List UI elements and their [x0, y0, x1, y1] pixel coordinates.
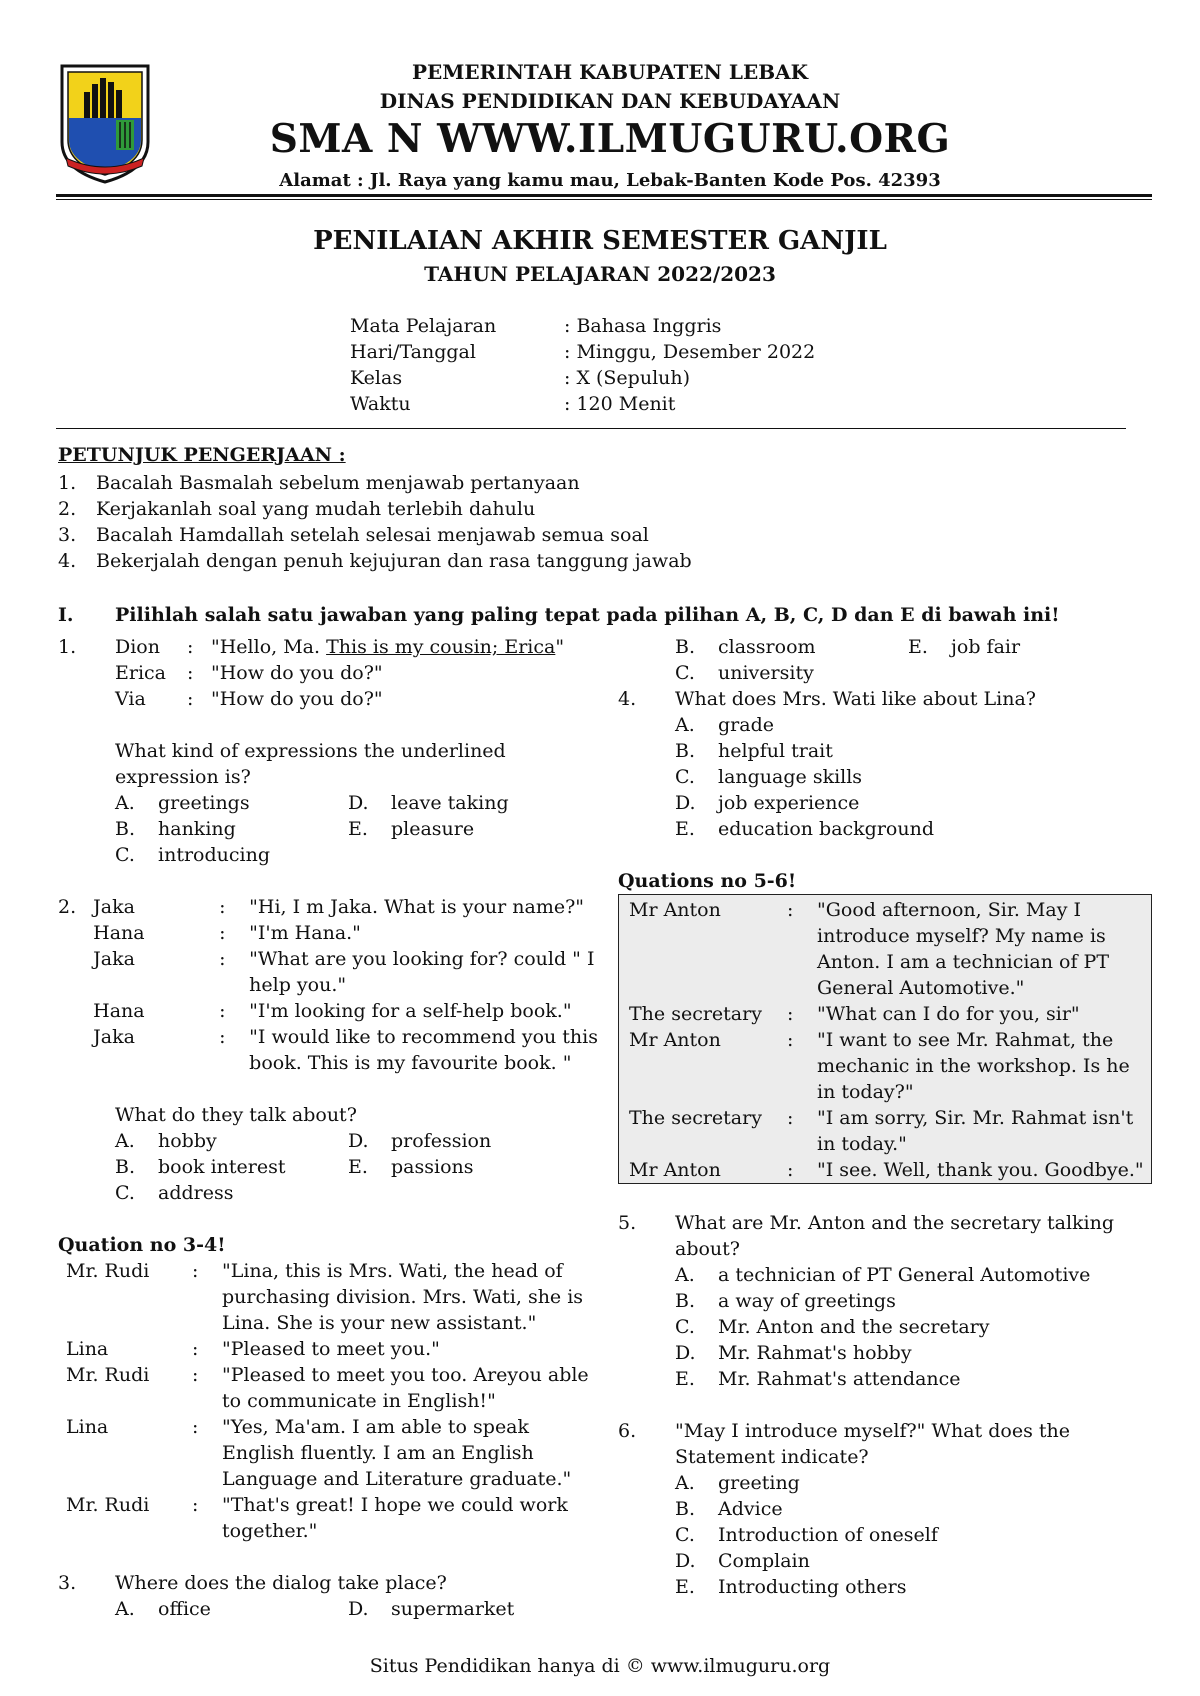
question-number: 4. — [618, 688, 637, 710]
option-text[interactable]: profession — [391, 1130, 492, 1152]
option-text[interactable]: a technician of PT General Automotive — [718, 1264, 1091, 1286]
question-text: What does Mrs. Wati like about Lina? — [675, 688, 1036, 710]
dialog-text: Language and Literature graduate." — [222, 1468, 572, 1490]
option-text[interactable]: Complain — [718, 1550, 810, 1572]
option-letter[interactable]: C. — [115, 1182, 135, 1204]
question-number: 6. — [618, 1420, 637, 1442]
item-number: 4. — [58, 550, 77, 572]
option-letter[interactable]: A. — [115, 1130, 135, 1152]
option-letter[interactable]: B. — [115, 1156, 136, 1178]
option-letter[interactable]: E. — [675, 818, 695, 840]
option-text[interactable]: university — [718, 662, 814, 684]
option-letter[interactable]: E. — [675, 1576, 695, 1598]
dialog-text: to communicate in English!" — [222, 1390, 496, 1412]
dialog-heading: Quations no 5-6! — [618, 870, 797, 892]
option-text[interactable]: classroom — [718, 636, 816, 658]
option-text[interactable]: Introducting others — [718, 1576, 907, 1598]
exam-title: PENILAIAN AKHIR SEMESTER GANJIL — [313, 226, 887, 256]
option-letter[interactable]: B. — [675, 1498, 696, 1520]
option-text[interactable]: Advice — [718, 1498, 783, 1520]
speaker: Mr Anton — [629, 1029, 721, 1051]
speaker: The secretary — [629, 1107, 762, 1129]
question-number: 2. — [58, 896, 77, 918]
option-letter[interactable]: D. — [675, 792, 696, 814]
colon: : — [787, 1159, 794, 1181]
dialog-text: "Pleased to meet you." — [222, 1338, 440, 1360]
info-divider — [56, 428, 1126, 429]
option-text[interactable]: office — [158, 1598, 211, 1620]
question-number: 3. — [58, 1572, 77, 1594]
option-letter[interactable]: E. — [675, 1368, 695, 1390]
dialog-text: "That's great! I hope we could work — [222, 1494, 568, 1516]
colon: : — [192, 1364, 199, 1386]
speaker: Jaka — [93, 896, 135, 918]
dialog-text — [211, 634, 598, 660]
dialog-text: "Lina, this is Mrs. Wati, the head of — [222, 1260, 563, 1282]
section-number: I. — [58, 604, 74, 626]
info-label: Hari/Tanggal — [350, 341, 476, 363]
left-column — [58, 634, 598, 1622]
instruction-text: Kerjakanlah soal yang mudah terlebih dahulu — [96, 498, 536, 520]
question-6 — [618, 1418, 1158, 1600]
speaker: Via — [115, 688, 146, 710]
speaker: The secretary — [629, 1003, 762, 1025]
header-divider — [56, 194, 1152, 197]
speaker: Hana — [93, 1000, 145, 1022]
colon: : — [192, 1416, 199, 1438]
option-text[interactable]: helpful trait — [718, 740, 833, 762]
answer-options — [58, 790, 598, 868]
dialog-text: "How do you do?" — [211, 662, 383, 684]
option-text[interactable]: leave taking — [391, 792, 509, 814]
option-letter[interactable]: D. — [348, 792, 369, 814]
option-text[interactable]: job experience — [718, 792, 860, 814]
colon: : — [192, 1494, 199, 1516]
dialog-text: "Hi, I m Jaka. What is your name?" — [249, 896, 585, 918]
option-text[interactable]: a way of greetings — [718, 1290, 896, 1312]
question-text: Statement indicate? — [675, 1446, 869, 1468]
info-value: : X (Sepuluh) — [564, 367, 691, 389]
option-text[interactable]: language skills — [718, 766, 863, 788]
colon: : — [219, 948, 226, 970]
info-label: Kelas — [350, 367, 403, 389]
dialog-text: together." — [222, 1520, 318, 1542]
option-letter[interactable]: C. — [675, 766, 695, 788]
dialog-text: "I'm looking for a self-help book." — [249, 1000, 572, 1022]
option-text[interactable]: education background — [718, 818, 935, 840]
option-letter[interactable]: D. — [675, 1550, 696, 1572]
option-text[interactable]: grade — [718, 714, 774, 736]
info-label: Waktu — [350, 393, 411, 415]
colon: : — [219, 1000, 226, 1022]
option-text[interactable]: passions — [391, 1156, 474, 1178]
underlined-expression: This is my cousin; Erica — [326, 636, 556, 658]
dialog-text: "Pleased to meet you too. Areyou able — [222, 1364, 589, 1386]
option-letter[interactable]: A. — [115, 792, 135, 814]
dialog-text: help you." — [249, 974, 347, 996]
question-1 — [58, 634, 598, 868]
dialog-text: purchasing division. Mrs. Wati, she is — [222, 1286, 584, 1308]
question-text: Where does the dialog take place? — [115, 1572, 447, 1594]
option-text[interactable]: greeting — [718, 1472, 800, 1494]
dialog-text: "How do you do?" — [211, 688, 383, 710]
speaker: Mr. Rudi — [66, 1364, 150, 1386]
option-letter[interactable]: B. — [675, 740, 696, 762]
dialog-box — [618, 894, 1152, 1184]
colon: : — [192, 1260, 199, 1282]
colon: : — [787, 1029, 794, 1051]
instructions-title: PETUNJUK PENGERJAAN : — [58, 444, 346, 466]
speaker: Hana — [93, 922, 145, 944]
question-4 — [618, 686, 1158, 842]
dialog-text: "I am sorry, Sir. Mr. Rahmat isn't — [817, 1107, 1134, 1129]
colon: : — [219, 1026, 226, 1048]
option-text[interactable]: hanking — [158, 818, 236, 840]
option-letter[interactable]: E. — [348, 818, 368, 840]
dialog-text: "Good afternoon, Sir. May I — [817, 899, 1081, 921]
colon: : — [187, 662, 194, 684]
option-text[interactable]: book interest — [158, 1156, 286, 1178]
info-value: : 120 Menit — [564, 393, 676, 415]
answer-options — [58, 1128, 598, 1206]
option-letter[interactable]: A. — [675, 1264, 695, 1286]
speaker: Mr. Rudi — [66, 1494, 150, 1516]
item-number: 1. — [58, 472, 77, 494]
exam-info — [350, 313, 815, 417]
info-value: : Bahasa Inggris — [564, 315, 722, 337]
option-text[interactable]: Mr. Anton and the secretary — [718, 1316, 990, 1338]
colon: : — [219, 896, 226, 918]
option-text[interactable]: Mr. Rahmat's attendance — [718, 1368, 961, 1390]
question-text: What are Mr. Anton and the secretary talking — [675, 1212, 1115, 1234]
header-government: PEMERINTAH KABUPATEN LEBAK — [411, 60, 808, 84]
option-text[interactable]: pleasure — [391, 818, 475, 840]
colon: : — [787, 1107, 794, 1129]
option-letter[interactable]: B. — [675, 1290, 696, 1312]
question-number: 1. — [58, 636, 77, 658]
option-text[interactable]: introducing — [158, 844, 270, 866]
speaker: Jaka — [93, 1026, 135, 1048]
instruction-text: Bacalah Hamdallah setelah selesai menjawab semua soal — [96, 524, 649, 546]
option-text[interactable]: greetings — [158, 792, 250, 814]
school-crest-icon — [56, 58, 154, 186]
colon: : — [787, 1003, 794, 1025]
section-text: Pilihlah salah satu jawaban yang paling tepat pada pilihan A, B, C, D dan E di bawah ini! — [115, 604, 1060, 626]
question-3 — [58, 1570, 598, 1622]
dialog-text: in today?" — [817, 1081, 914, 1103]
page-footer: Situs Pendidikan hanya di © www.ilmuguru.org — [369, 1655, 831, 1677]
option-letter[interactable]: D. — [348, 1598, 369, 1620]
option-letter[interactable]: D. — [675, 1342, 696, 1364]
header-school-name: SMA N WWW.ILMUGURU.ORG — [269, 116, 951, 162]
option-text[interactable]: job fair — [951, 636, 1021, 658]
answer-options — [58, 1596, 598, 1622]
dialog-text: book. This is my favourite book. " — [249, 1052, 572, 1074]
header-department: DINAS PENDIDIKAN DAN KEBUDAYAAN — [379, 89, 841, 113]
question-2 — [58, 894, 598, 1206]
option-letter[interactable]: B. — [675, 636, 696, 658]
colon: : — [192, 1338, 199, 1360]
speaker: Mr Anton — [629, 1159, 721, 1181]
dialog-3-4 — [58, 1232, 598, 1544]
item-number: 2. — [58, 498, 77, 520]
instruction-text: Bekerjalah dengan penuh kejujuran dan rasa tanggung jawab — [96, 550, 692, 572]
speaker: Mr. Rudi — [66, 1260, 150, 1282]
instructions-list — [58, 470, 692, 574]
colon: : — [187, 636, 194, 658]
right-column — [618, 634, 1158, 1600]
header-address: Alamat : Jl. Raya yang kamu mau, Lebak-Banten Kode Pos. 42393 — [279, 170, 941, 191]
question-text: "May I introduce myself?" What does the — [675, 1420, 1070, 1442]
question-number: 5. — [618, 1212, 637, 1234]
dialog-text: mechanic in the workshop. Is he — [817, 1055, 1130, 1077]
speaker: Jaka — [93, 948, 135, 970]
question-text: expression is? — [115, 766, 251, 788]
dialog-text: in today." — [817, 1133, 907, 1155]
speaker: Dion — [115, 636, 160, 658]
option-text[interactable]: supermarket — [391, 1598, 515, 1620]
dialog-text: "I would like to recommend you this — [249, 1026, 598, 1048]
dialog-5-6 — [618, 868, 1158, 1184]
info-label: Mata Pelajaran — [350, 315, 497, 337]
speaker: Mr Anton — [629, 899, 721, 921]
option-text[interactable]: Introduction of oneself — [718, 1524, 938, 1546]
exam-year: TAHUN PELAJARAN 2022/2023 — [424, 262, 776, 286]
item-number: 3. — [58, 524, 77, 546]
option-letter[interactable]: B. — [115, 818, 136, 840]
speaker: Lina — [66, 1416, 109, 1438]
option-letter[interactable]: A. — [115, 1598, 135, 1620]
option-letter[interactable]: C. — [675, 662, 695, 684]
colon: : — [787, 899, 794, 921]
dialog-text: "What can I do for you, sir" — [817, 1003, 1080, 1025]
question-text: What kind of expressions the underlined — [115, 740, 506, 762]
option-text[interactable]: hobby — [158, 1130, 217, 1152]
dialog-text: Lina. She is your new assistant." — [222, 1312, 537, 1334]
option-letter[interactable]: E. — [908, 636, 928, 658]
option-letter[interactable]: D. — [348, 1130, 369, 1152]
question-text: about? — [675, 1238, 740, 1260]
dialog-text: "What are you looking for? could " I — [249, 948, 595, 970]
dialog-text: "I want to see Mr. Rahmat, the — [817, 1029, 1114, 1051]
dialog-text: General Automotive." — [817, 977, 1025, 999]
answer-options — [618, 712, 1158, 842]
header-divider-thin — [56, 199, 1152, 200]
option-letter[interactable]: C. — [675, 1316, 695, 1338]
answer-options — [618, 634, 1158, 686]
dialog-text: "Yes, Ma'am. I am able to speak — [222, 1416, 530, 1438]
dialog-text: "I see. Well, thank you. Goodbye." — [817, 1159, 1144, 1181]
dialog-text: English fluently. I am an English — [222, 1442, 534, 1464]
info-value: : Minggu, Desember 2022 — [564, 341, 816, 363]
question-text: What do they talk about? — [115, 1104, 357, 1126]
dialog-text: introduce myself? My name is — [817, 925, 1106, 947]
option-letter[interactable]: E. — [348, 1156, 368, 1178]
question-5 — [618, 1210, 1158, 1392]
dialog-text: Anton. I am a technician of PT — [817, 951, 1110, 973]
option-letter[interactable]: A. — [675, 1472, 695, 1494]
answer-options — [618, 1470, 1158, 1600]
text-part: "Hello, Ma. — [211, 636, 327, 658]
colon: : — [219, 922, 226, 944]
option-letter[interactable]: A. — [675, 714, 695, 736]
dialog-heading: Quation no 3-4! — [58, 1234, 226, 1256]
dialog-text: "I'm Hana." — [249, 922, 361, 944]
speaker: Erica — [115, 662, 166, 684]
answer-options — [618, 1262, 1158, 1392]
option-letter[interactable]: C. — [115, 844, 135, 866]
option-text[interactable]: address — [158, 1182, 234, 1204]
colon: : — [187, 688, 194, 710]
section-heading — [58, 604, 1060, 626]
speaker: Lina — [66, 1338, 109, 1360]
instruction-text: Bacalah Basmalah sebelum menjawab pertanyaan — [96, 472, 580, 494]
option-letter[interactable]: C. — [675, 1524, 695, 1546]
option-text[interactable]: Mr. Rahmat's hobby — [718, 1342, 912, 1364]
text-part: " — [555, 636, 565, 658]
